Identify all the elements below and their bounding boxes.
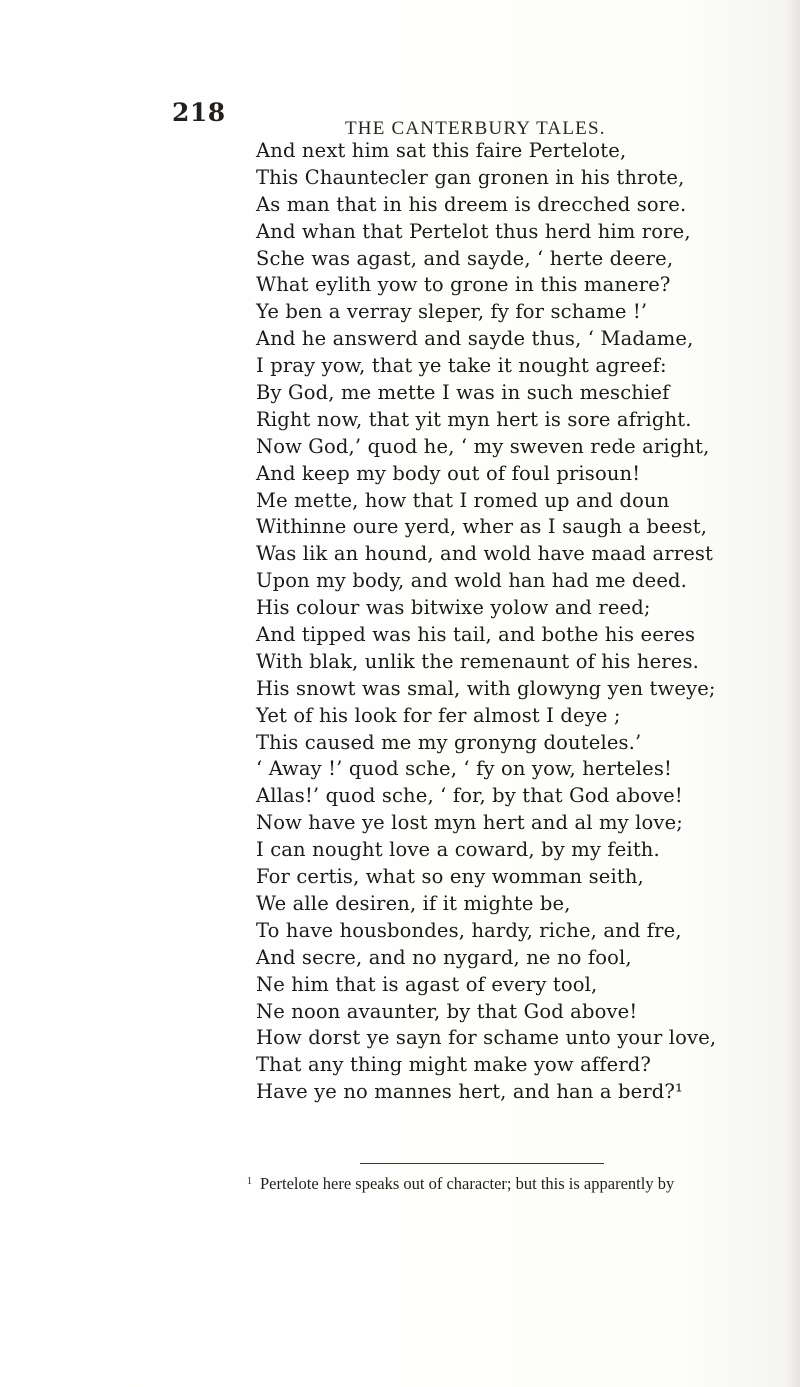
poem-line: His snowt was smal, with glowyng yen tweye; <box>256 676 716 700</box>
poem-line: ‘ Away !’ quod sche, ‘ fy on yow, herteles! <box>256 757 672 781</box>
poem-line: And secre, and no nygard, ne no fool, <box>256 945 632 969</box>
poem-line: For certis, what so eny womman seith, <box>256 865 644 889</box>
poem-line: Yet of his look for fer almost I deye ; <box>256 703 621 727</box>
poem-line: How dorst ye sayn for schame unto your love, <box>256 1026 717 1050</box>
page-edge-shadow <box>786 0 800 1387</box>
footnote <box>247 1174 674 1194</box>
poem-line: And keep my body out of foul prisoun! <box>256 461 641 485</box>
poem-line: To have housbondes, hardy, riche, and fre, <box>256 918 682 942</box>
poem-line: This Chauntecler gan gronen in his throte, <box>256 165 685 189</box>
page-number: 218 <box>172 98 226 127</box>
poem-line: Now God,’ quod he, ‘ my sweven rede aright, <box>256 434 710 458</box>
poem-line: Sche was agast, and sayde, ‘ herte deere, <box>256 246 674 270</box>
poem-line: Have ye no mannes hert, and han a berd?¹ <box>256 1080 684 1104</box>
poem-line: I pray yow, that ye take it nought agreef: <box>256 354 667 378</box>
poem-line: What eylith yow to grone in this manere? <box>256 273 671 297</box>
poem-line: That any thing might make yow afferd? <box>256 1053 652 1077</box>
poem-line: We alle desiren, if it mighte be, <box>256 891 571 915</box>
footnote-rule <box>360 1163 604 1164</box>
poem-line: Me mette, how that I romed up and doun <box>256 488 670 512</box>
poem-line: Upon my body, and wold han had me deed. <box>256 569 687 593</box>
poem-line: Ye ben a verray sleper, fy for schame !’ <box>256 300 648 324</box>
poem-line: And he answerd and sayde thus, ‘ Madame, <box>256 327 694 351</box>
poem-line: By God, me mette I was in such meschief <box>256 381 670 405</box>
poem-line: Was lik an hound, and wold have maad arrest <box>256 542 714 566</box>
poem-line: And tipped was his tail, and bothe his eeres <box>256 623 696 647</box>
poem-line: Allas!’ quod sche, ‘ for, by that God above! <box>256 784 683 808</box>
poem-line: This caused me my gronyng douteles.’ <box>256 730 642 754</box>
poem-line: And next him sat this faire Pertelote, <box>256 139 627 162</box>
poem-line: Now have ye lost myn hert and al my love; <box>256 811 684 835</box>
poem-line: I can nought love a coward, by my feith. <box>256 838 660 862</box>
poem-line: And whan that Pertelot thus herd him rore, <box>256 219 691 243</box>
poem-line: With blak, unlik the remenaunt of his heres. <box>256 649 699 673</box>
poem-line: Ne noon avaunter, by that God above! <box>256 999 638 1023</box>
poem-line: His colour was bitwixe yolow and reed; <box>256 596 651 620</box>
poem-line: Withinne oure yerd, wher as I saugh a beest, <box>256 515 708 539</box>
poem-line: Ne him that is agast of every tool, <box>256 972 598 996</box>
poem-text <box>256 138 796 1106</box>
running-head: THE CANTERBURY TALES. <box>345 118 606 139</box>
poem-line: As man that in his dreem is drecched sore. <box>256 192 687 216</box>
poem-line: Right now, that yit myn hert is sore afright. <box>256 407 692 431</box>
footnote-text: Pertelote here speaks out of character; but this is apparently by <box>260 1174 675 1193</box>
footnote-marker: 1 <box>247 1176 252 1187</box>
